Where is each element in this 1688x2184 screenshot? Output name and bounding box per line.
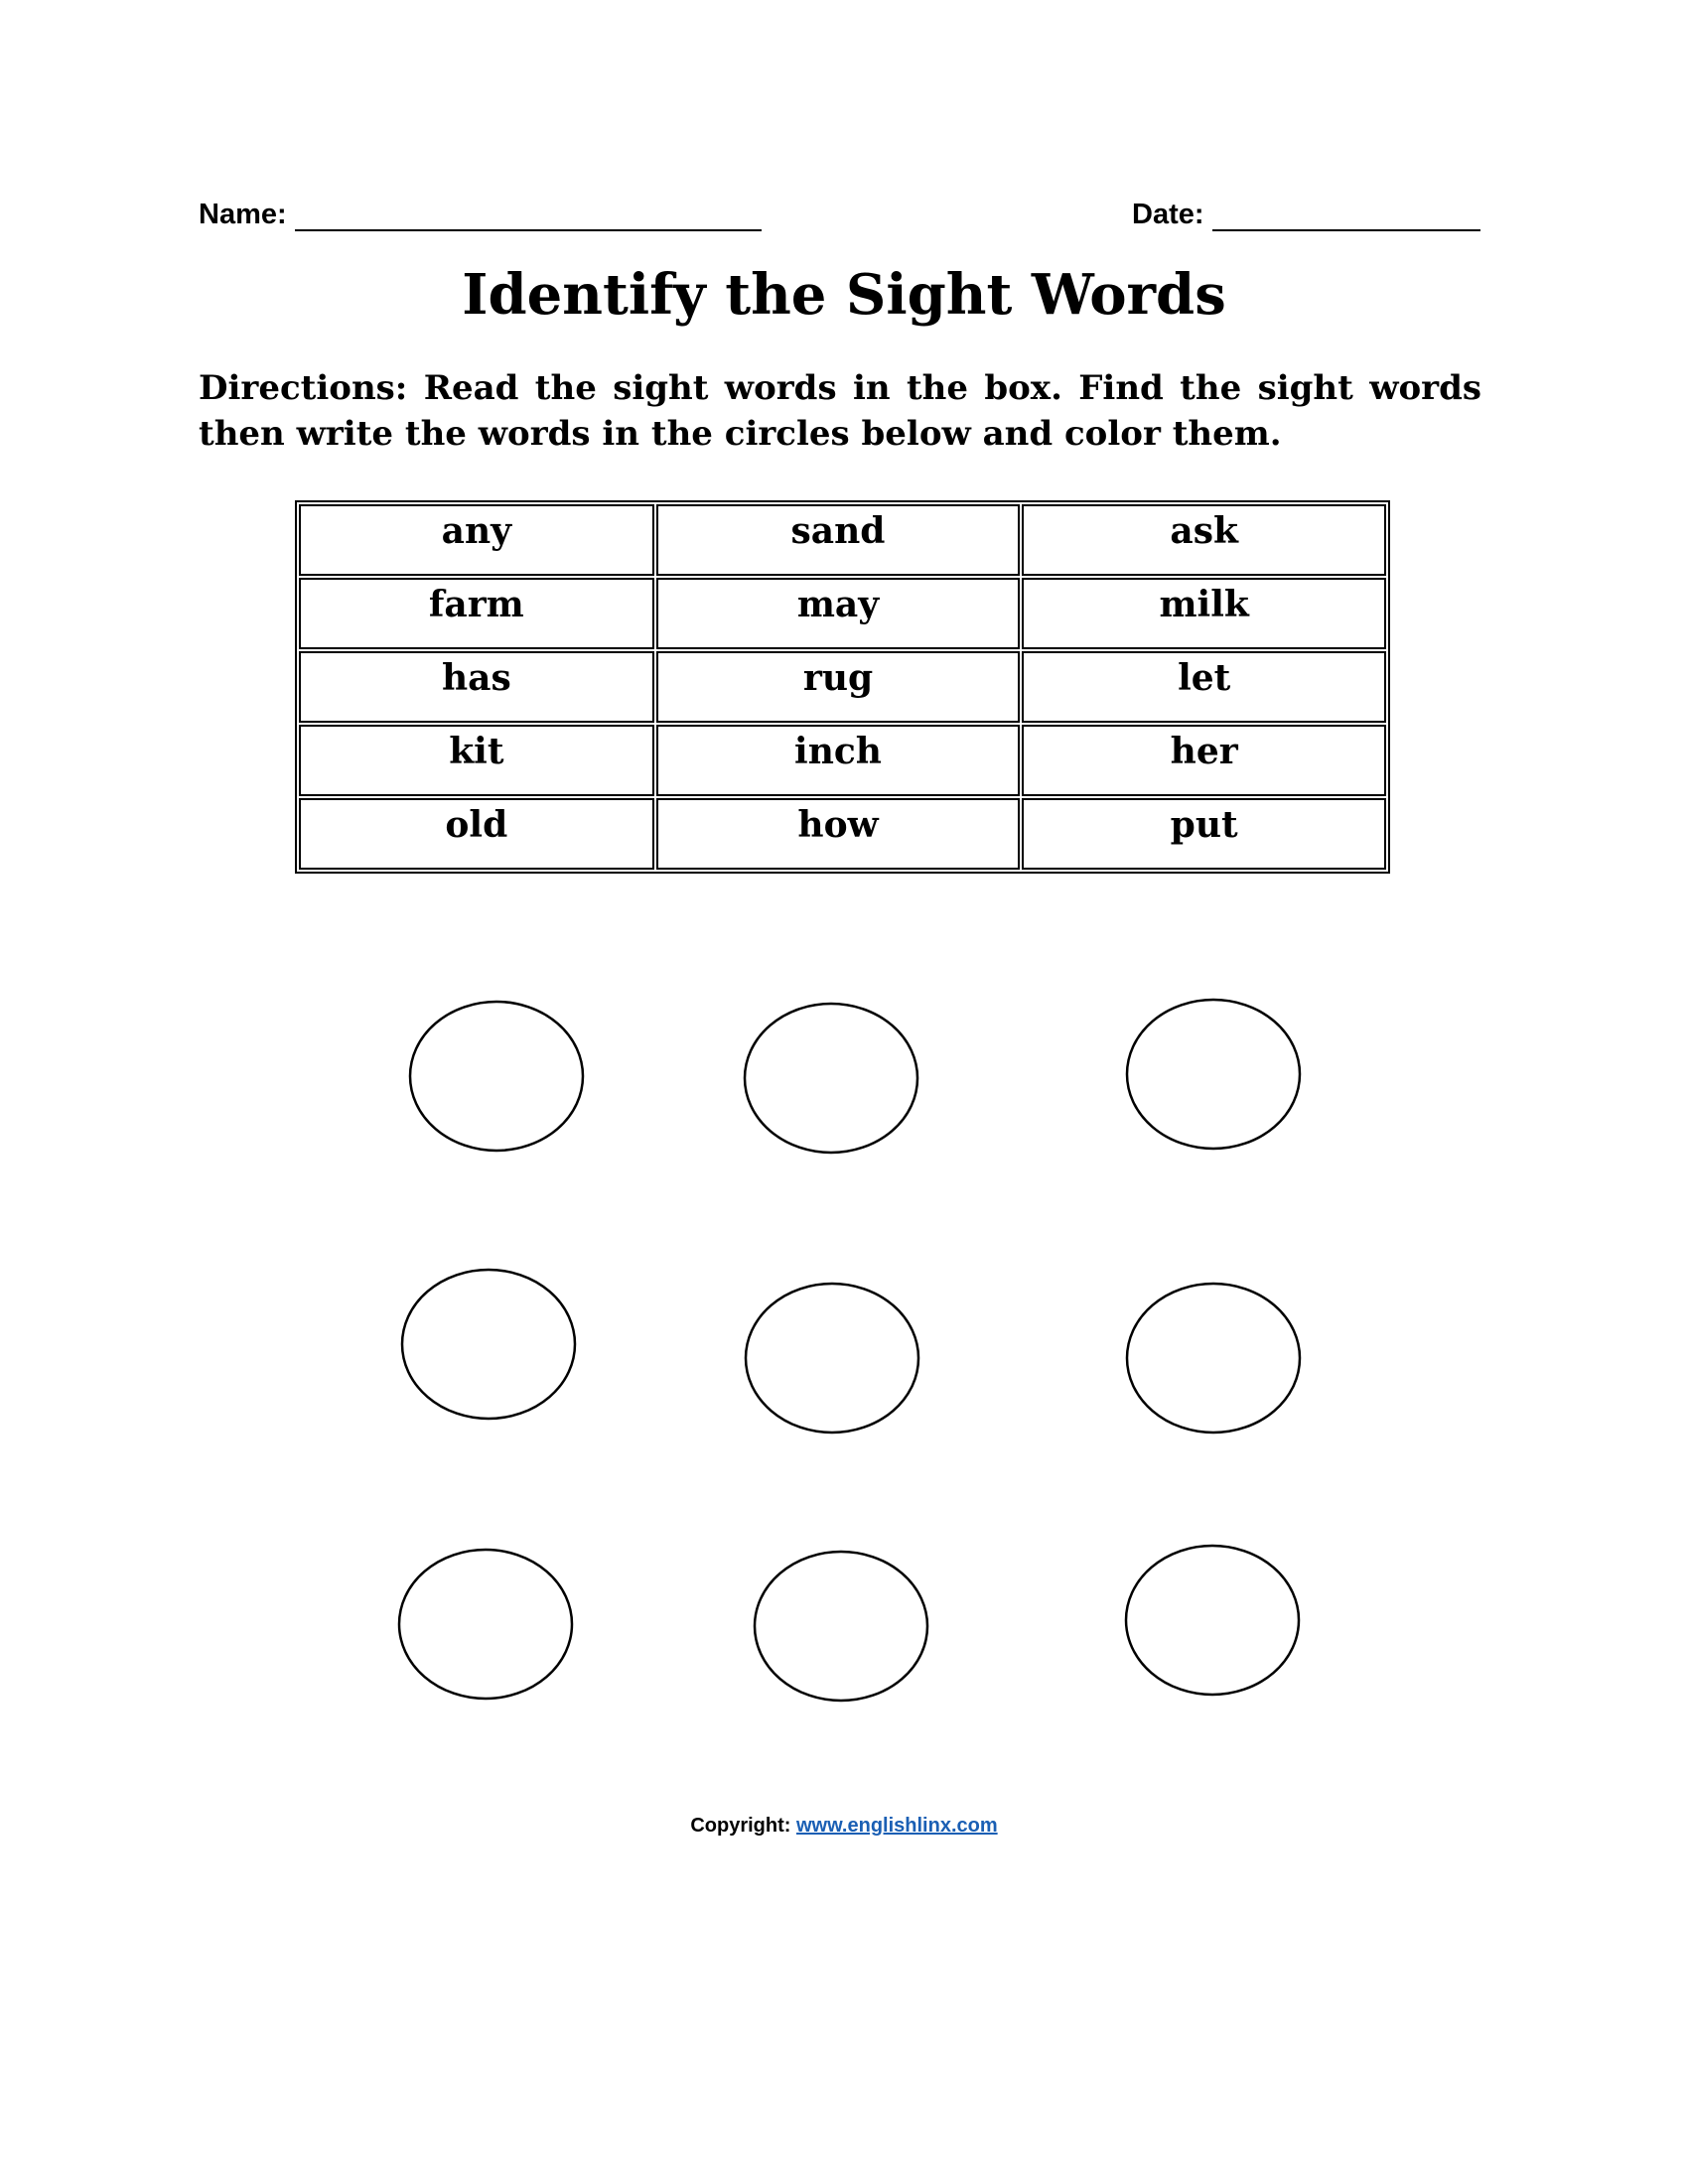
date-line[interactable]: [1212, 205, 1480, 231]
date-field: [1132, 199, 1480, 231]
table-cell: inch: [656, 725, 1021, 796]
answer-circle[interactable]: [1126, 1546, 1299, 1695]
answer-circle[interactable]: [755, 1552, 927, 1701]
answer-circle[interactable]: [399, 1550, 572, 1699]
table-cell: milk: [1022, 578, 1386, 649]
table-cell: farm: [299, 578, 654, 649]
name-line[interactable]: [295, 205, 762, 231]
table-cell: may: [656, 578, 1021, 649]
table-cell: put: [1022, 798, 1386, 870]
table-cell: has: [299, 651, 654, 723]
table-cell: any: [299, 504, 654, 576]
answer-circle[interactable]: [1127, 1000, 1300, 1149]
sight-word-table: [295, 500, 1390, 874]
table-row: [299, 798, 1386, 870]
table-cell: sand: [656, 504, 1021, 576]
table-cell: kit: [299, 725, 654, 796]
name-field: [199, 199, 762, 231]
table-cell: rug: [656, 651, 1021, 723]
table-row: [299, 578, 1386, 649]
name-label: Name:: [199, 199, 287, 230]
header-row: [199, 199, 1481, 238]
answer-circle[interactable]: [410, 1002, 583, 1151]
answer-circle[interactable]: [1127, 1284, 1300, 1433]
answer-circle[interactable]: [746, 1284, 918, 1433]
directions-text: Directions: Read the sight words in the box. Find the sight words then write the words in the circles below and color them.: [199, 368, 1481, 454]
date-label: Date:: [1132, 199, 1204, 230]
copyright-link[interactable]: www.englishlinx.com: [796, 1815, 998, 1837]
table-cell: how: [656, 798, 1021, 870]
page-title: Identify the Sight Words: [462, 262, 1226, 328]
copyright-footer: [0, 1815, 1688, 1838]
table-row: [299, 725, 1386, 796]
table-row: [299, 504, 1386, 576]
copyright-label: Copyright:: [690, 1815, 791, 1837]
answer-circle[interactable]: [402, 1270, 575, 1419]
table-cell: ask: [1022, 504, 1386, 576]
table-row: [299, 651, 1386, 723]
table-cell: let: [1022, 651, 1386, 723]
table-cell: her: [1022, 725, 1386, 796]
answer-circle[interactable]: [745, 1004, 917, 1153]
table-cell: old: [299, 798, 654, 870]
